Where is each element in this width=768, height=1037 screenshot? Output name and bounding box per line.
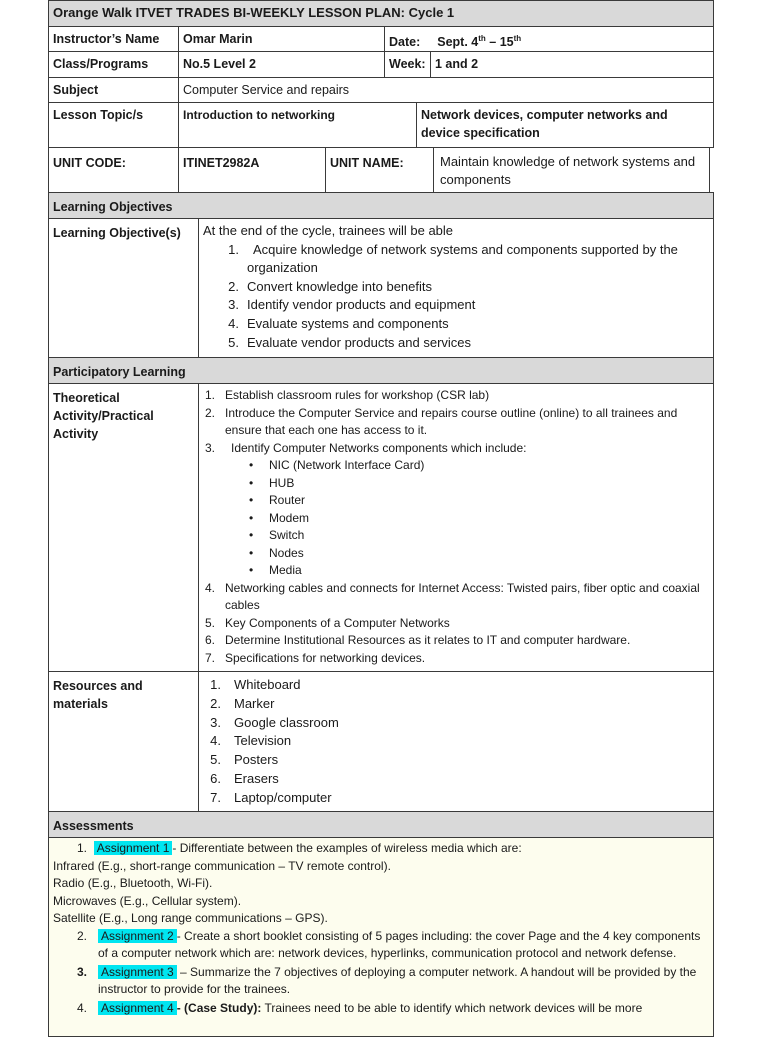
list-item: 6. Erasers xyxy=(210,770,279,786)
document-title: Orange Walk ITVET TRADES BI-WEEKLY LESSON PLAN: Cycle 1 xyxy=(48,0,714,27)
date-value: Sept. 4th – 15th xyxy=(437,34,522,50)
activity-list xyxy=(203,387,709,667)
instructor-value: Omar Marin xyxy=(178,26,385,52)
list-item: 1. Acquire knowledge of network systems and components supported by the organization xyxy=(228,241,678,276)
date-field xyxy=(384,26,714,52)
bullet-item: • Nodes xyxy=(203,545,709,563)
assessments-content xyxy=(48,837,714,1037)
resources-label: Resources and materials xyxy=(48,671,199,812)
unit-code-label: UNIT CODE: xyxy=(48,147,179,193)
list-item: 2. Marker xyxy=(210,695,275,711)
assessments-header: Assessments xyxy=(48,811,714,838)
assignment-3: 3. Assignment 3 – Summarize the 7 objectives of deploying a computer network. A handout will be provided by the instructor to provide for the trainees. xyxy=(77,964,697,996)
bullet-item: • Media xyxy=(203,562,709,580)
list-item: 1. Establish classroom rules for workshop (CSR lab) xyxy=(204,388,490,402)
media-example: Microwaves (E.g., Cellular system). xyxy=(53,893,242,908)
assignment-3-label: Assignment 3 xyxy=(98,965,177,979)
assignment-2: 2. Assignment 2 - Create a short booklet consisting of 5 pages including: the cover Page and the 4 key components of a computer network which are: network devices, hyperlinks, communication protocol and network defense. xyxy=(77,928,701,960)
list-item: 5. Key Components of a Computer Networks xyxy=(204,615,450,630)
resources-list xyxy=(203,676,709,808)
component-bullets xyxy=(203,457,709,580)
bullet-item: • HUB xyxy=(203,475,709,493)
list-item: 2. Introduce the Computer Service and repairs course outline (online) to all trainees and ensure that each one has access to it. xyxy=(204,405,678,437)
list-item: 5. Evaluate vendor products and services xyxy=(228,334,472,350)
learning-objectives-label: Learning Objective(s) xyxy=(48,218,199,358)
bullet-item: • NIC (Network Interface Card) xyxy=(203,457,709,475)
bullet-item: • Router xyxy=(203,492,709,510)
list-item: 5. Posters xyxy=(210,752,279,768)
media-example: Satellite (E.g., Long range communications – GPS). xyxy=(53,911,328,925)
class-value: No.5 Level 2 xyxy=(178,51,385,78)
subject-value: Computer Service and repairs xyxy=(178,77,714,103)
learning-objectives-header: Learning Objectives xyxy=(48,192,714,219)
activity-content xyxy=(198,383,714,672)
topic-label: Lesson Topic/s xyxy=(48,102,179,148)
list-item: 4. Television xyxy=(210,733,292,749)
media-example: Radio (E.g., Bluetooth, Wi-Fi). xyxy=(53,876,213,890)
assignment-4: 4. Assignment 4 - (Case Study): Trainees need to be able to identify which network devices will be more xyxy=(77,1000,643,1015)
list-item: 7. Specifications for networking devices. xyxy=(204,650,426,665)
date-label: Date: xyxy=(389,35,421,50)
list-item: 7. Laptop/computer xyxy=(210,789,332,805)
learning-objectives-list xyxy=(203,241,709,353)
week-label: Week: xyxy=(384,51,431,78)
topic-value-2: Network devices, computer networks and device specification xyxy=(416,102,714,148)
participatory-learning-header: Participatory Learning xyxy=(48,357,714,384)
assignment-1-label: Assignment 1 xyxy=(94,841,173,855)
list-item: 4. Evaluate systems and components xyxy=(228,315,449,331)
unit-code-value: ITINET2982A xyxy=(178,147,326,193)
learning-objectives-intro: At the end of the cycle, trainees will be able xyxy=(203,223,454,238)
bullet-item: • Modem xyxy=(203,510,709,528)
topic-value-1: Introduction to networking xyxy=(178,102,417,148)
assignment-2-label: Assignment 2 xyxy=(98,929,177,943)
assignment-1: 1. Assignment 1 - Differentiate between the examples of wireless media which are: xyxy=(77,841,522,855)
list-item: 6. Determine Institutional Resources as it relates to IT and computer hardware. xyxy=(204,633,631,647)
list-item: 2. Convert knowledge into benefits xyxy=(228,278,433,294)
subject-label: Subject xyxy=(48,77,179,103)
week-value: 1 and 2 xyxy=(430,51,714,78)
media-example: Infrared (E.g., short-range communication – TV remote control). xyxy=(53,858,391,873)
activity-label: Theoretical Activity/Practical Activity xyxy=(48,383,199,672)
unit-name-label: UNIT NAME: xyxy=(325,147,434,193)
list-item: 1. Whiteboard xyxy=(210,677,301,692)
resources-content xyxy=(198,671,714,812)
list-item: 3. Identify Computer Networks components which include: • NIC (Network Interface Card) • HUB • Router • Modem • Switch • Nodes • Media xyxy=(203,440,709,580)
class-label: Class/Programs xyxy=(48,51,179,78)
learning-objectives-content xyxy=(198,218,714,358)
list-item: 4. Networking cables and connects for Internet Access: Twisted pairs, fiber optic and coaxial cables xyxy=(204,580,700,612)
unit-name-value: Maintain knowledge of network systems and components xyxy=(433,147,710,193)
bullet-item: • Switch xyxy=(203,527,709,545)
list-item: 3. Google classroom xyxy=(210,714,339,730)
assignment-4-label: Assignment 4 xyxy=(98,1001,177,1015)
instructor-label: Instructor’s Name xyxy=(48,26,179,52)
list-item: 3. Identify vendor products and equipment xyxy=(228,297,476,313)
